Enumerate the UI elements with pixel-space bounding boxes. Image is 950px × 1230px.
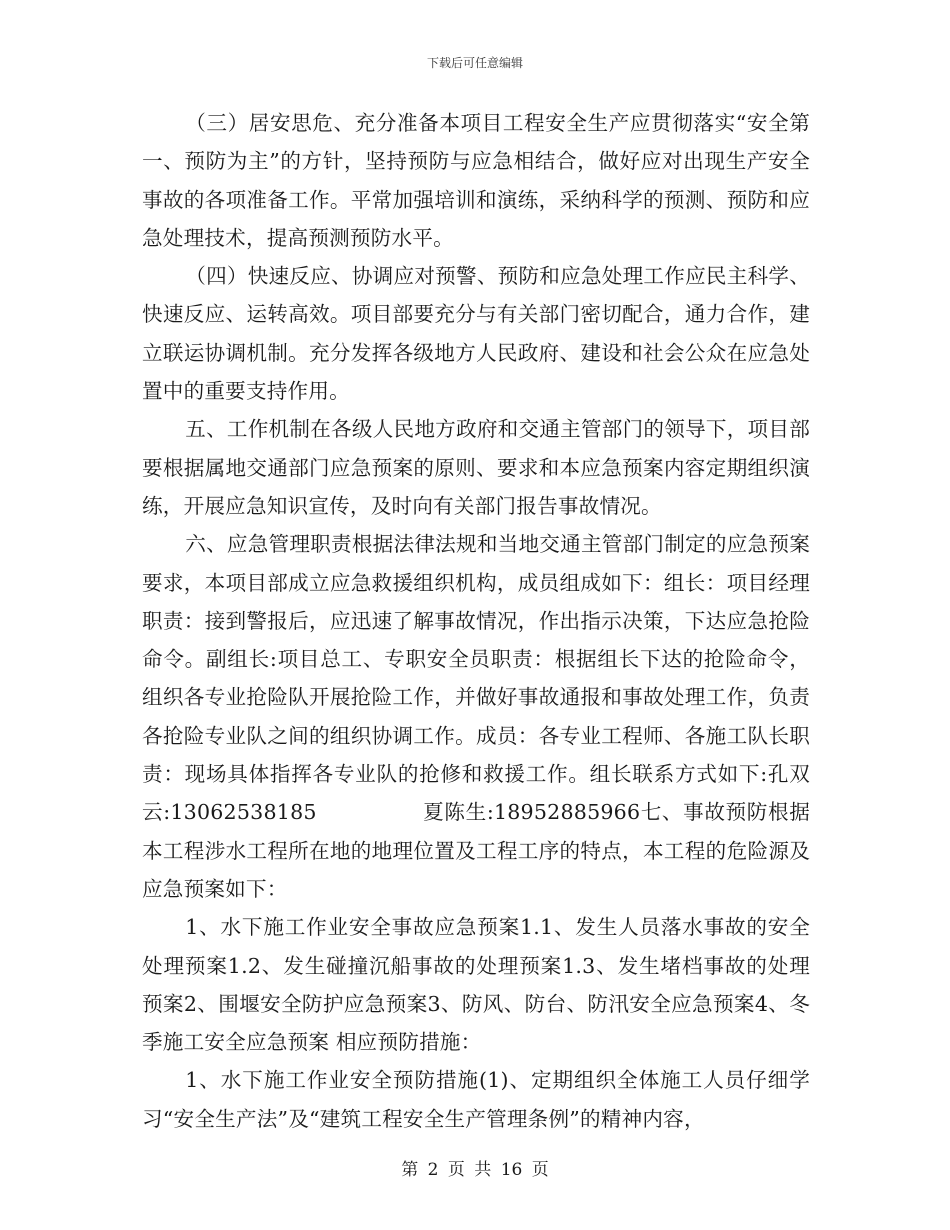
- paragraph-underwater-measures: 1、水下施工作业安全预防措施(1)、定期组织全体施工人员仔细学习“安全生产法”及“建筑工程安全生产管理条例”的精神内容，: [142, 1068, 810, 1131]
- page-number: 第 2 页 共 16 页: [401, 1160, 549, 1180]
- paragraph-emergency-duties: 六、应急管理职责根据法律法规和当地交通主管部门制定的应急预案要求，本项目部成立应急救援组织机构，成员组成如下：组长：项目经理职责：接到警报后，应迅速了解事故情况，作出指示决策，下达应急抢险命令。副组长:项目总工、专职安全员职责：根据组长下达的抢险命令，组织各专业抢险队开展抢险工作，并做好事故通报和事故处理工作，负责各抢险专业队之间的组织协调工作。成员：各专业工程师、各施工队长职责：现场具体指挥各专业队的抢修和救援工作。组长联系方式如下:孔双云:13062538185 夏陈生:18952885966七、事故预防根据本工程涉水工程所在地的地理位置及工程工序的特点，本工程的危险源及应急预案如下：: [142, 532, 810, 901]
- paragraph-work-mechanism: 五、工作机制在各级人民地方政府和交通主管部门的领导下，项目部要根据属地交通部门应急预案的原则、要求和本应急预案内容定期组织演练，开展应急知识宣传，及时向有关部门报告事故情况。: [142, 417, 810, 518]
- document-body: [142, 104, 810, 1138]
- paragraph-principle-4: （四）快速反应、协调应对预警、预防和应急处理工作应民主科学、快速反应、运转高效。项目部要充分与有关部门密切配合，通力合作，建立联运协调机制。充分发挥各级地方人民政府、建设和社会公众在应急处置中的重要支持作用。: [142, 264, 810, 404]
- paragraph-principle-3: （三）居安思危、充分准备本项目工程安全生产应贯彻落实“安全第一、预防为主”的方针，坚持预防与应急相结合，做好应对出现生产安全事故的各项准备工作。平常加强培训和演练，采纳科学的预测、预防和应急处理技术，提高预测预防水平。: [142, 111, 810, 250]
- paragraph-emergency-plans: 1、水下施工作业安全事故应急预案1.1、发生人员落水事故的安全处理预案1.2、发生碰撞沉船事故的处理预案1.3、发生堵档事故的处理预案2、围堰安全防护应急预案3、防风、防台、防汛安全应急预案4、冬季施工安全应急预案 相应预防措施：: [142, 915, 810, 1055]
- page-header-note: 下载后可任意编辑: [426, 56, 523, 70]
